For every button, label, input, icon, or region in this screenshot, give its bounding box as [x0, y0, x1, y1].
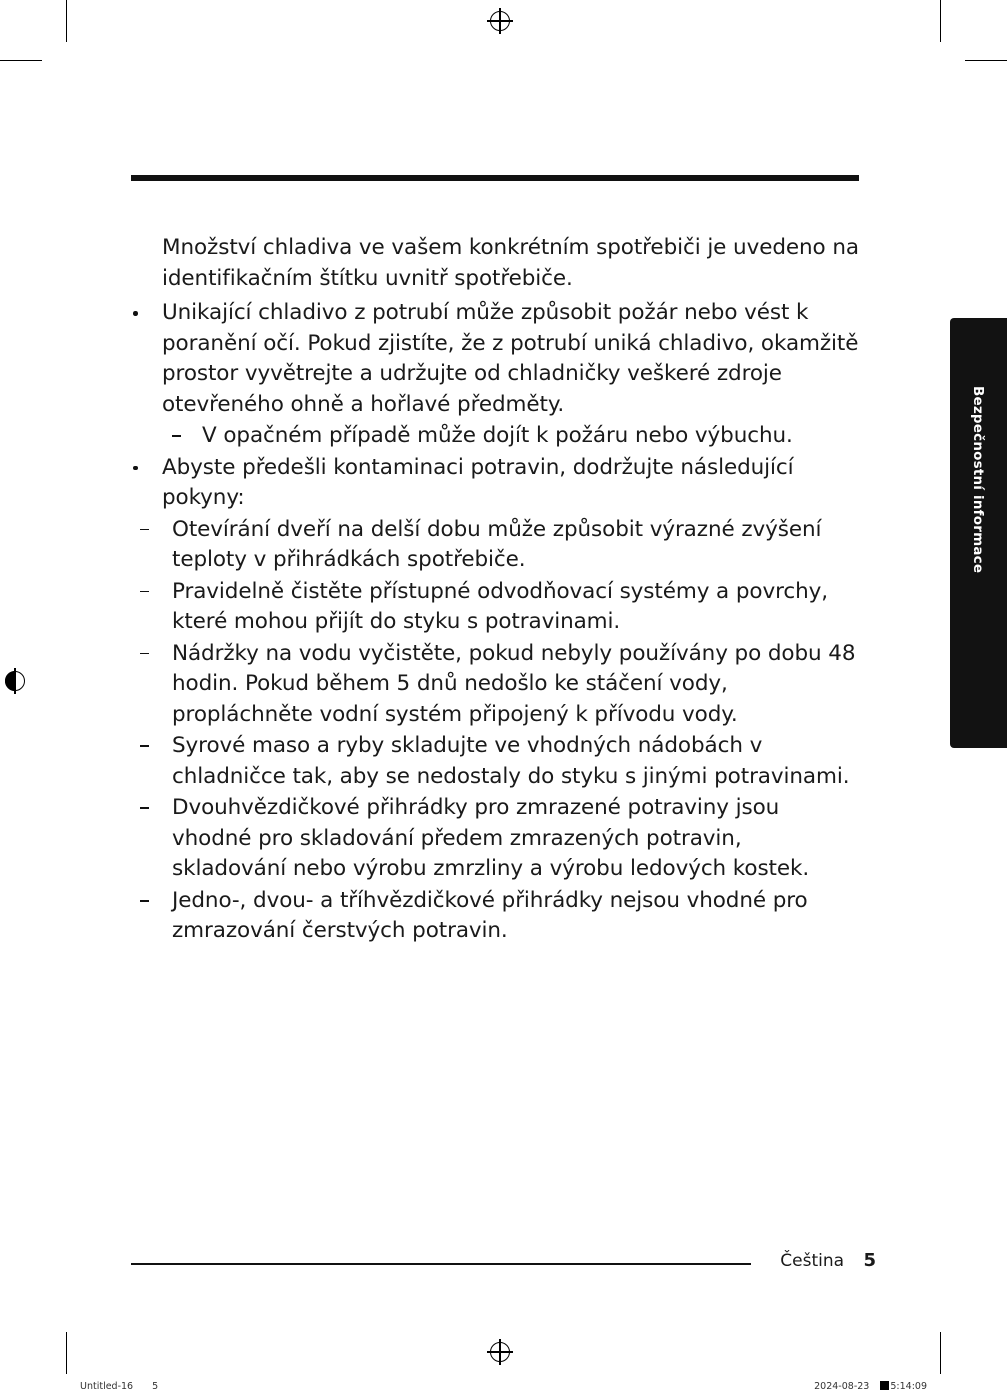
print-time-value: 5:14:09: [890, 1381, 927, 1392]
sub-list-item: [131, 577, 861, 638]
sub-list-item-text: V opačném případě může dojít k požáru nebo výbuchu.: [202, 423, 793, 449]
sub-list-item: [131, 515, 861, 576]
dash-icon: [172, 435, 181, 437]
sub-list-item: [154, 421, 861, 452]
header-rule: [131, 175, 859, 181]
trim-mark: [0, 60, 42, 61]
warning-list: [131, 298, 861, 514]
sub-list-item: [131, 793, 861, 885]
trim-mark: [66, 0, 67, 42]
sub-list: [154, 421, 861, 452]
list-item-text: Abyste předešli kontaminaci potravin, dodržujte následující pokyny:: [162, 454, 794, 511]
food-contamination-sub-list: [131, 515, 861, 947]
print-slug-left: [80, 1381, 158, 1392]
section-tab: [950, 318, 1007, 748]
footer-language: Čeština: [780, 1251, 845, 1271]
print-slug-right: [814, 1381, 927, 1392]
print-file-page: 5: [152, 1381, 159, 1392]
registration-mark-icon: [487, 1339, 513, 1365]
sub-list-item: [131, 886, 861, 947]
section-tab-label: Bezpečnostní informace: [970, 386, 986, 574]
trim-mark: [965, 60, 1007, 61]
trim-mark: [940, 1332, 941, 1374]
page-content: [131, 175, 861, 948]
sub-list-item-text: Syrové maso a ryby skladujte ve vhodných nádobách v chladničce tak, aby se nedostaly do styku s jinými potravinami.: [172, 733, 850, 789]
intro-paragraph: Množství chladiva ve vašem konkrétním spotřebiči je uvedeno na identifikačním štítku uvnitř spotřebiče.: [162, 235, 859, 291]
bullet-dot-icon: [133, 311, 138, 316]
trim-mark: [66, 1332, 67, 1374]
bullet-dot-icon: [133, 466, 138, 471]
dash-icon: [140, 745, 149, 747]
sub-list-item-text: Otevírání dveří na delší dobu může způsobit výrazné zvýšení teploty v přihrádkách spotřebiče.: [172, 516, 822, 573]
sub-list-item-text: Pravidelně čistěte přístupné odvodňovací systémy a povrchy, které mohou přijít do styku s potravinami.: [172, 578, 828, 635]
print-file-label: Untitled-16: [80, 1381, 134, 1392]
sub-list-item-text: Nádržky na vodu vyčistěte, pokud nebyly používány po dobu 48 hodin. Pokud během 5 dnů nedošlo ke stáčení vody, propláchněte vodní systém připojený k přívodu vody.: [172, 640, 856, 727]
page-number: 5: [863, 1250, 876, 1271]
print-date: 2024-08-23: [814, 1381, 870, 1392]
sub-list-item-text: Jedno-, dvou- a tříhvězdičkové přihrádky nejsou vhodné pro zmrazování čerstvých potravin.: [172, 887, 808, 944]
print-time: [880, 1381, 927, 1392]
trim-mark: [940, 0, 941, 42]
list-item: [131, 453, 861, 514]
footer: [780, 1250, 876, 1271]
dash-icon: [140, 591, 149, 593]
dash-icon: [140, 900, 149, 902]
dash-icon: [140, 807, 149, 809]
sub-list-item-text: Dvouhvězdičkové přihrádky pro zmrazené potraviny jsou vhodné pro skladování předem zmrazených potravin, skladování nebo výrobu zmrzliny a výrobu ledových kostek.: [172, 795, 810, 882]
dash-icon: [140, 529, 149, 531]
footer-rule: [131, 1263, 751, 1265]
sub-list-item: [131, 639, 861, 731]
registration-mark-icon: [2, 668, 28, 694]
list-item-text: Unikající chladivo z potrubí může způsobit požár nebo vést k poranění očí. Pokud zjistíte, že z potrubí uniká chladivo, okamžitě prostor vyvětrejte a udržujte od chladničky veškeré zdroje otevřeného ohně a hořlavé předměty.: [162, 300, 859, 417]
list-item: [131, 298, 861, 452]
sub-list-item: [131, 731, 861, 792]
registration-mark-icon: [487, 8, 513, 34]
dash-icon: [140, 653, 149, 655]
